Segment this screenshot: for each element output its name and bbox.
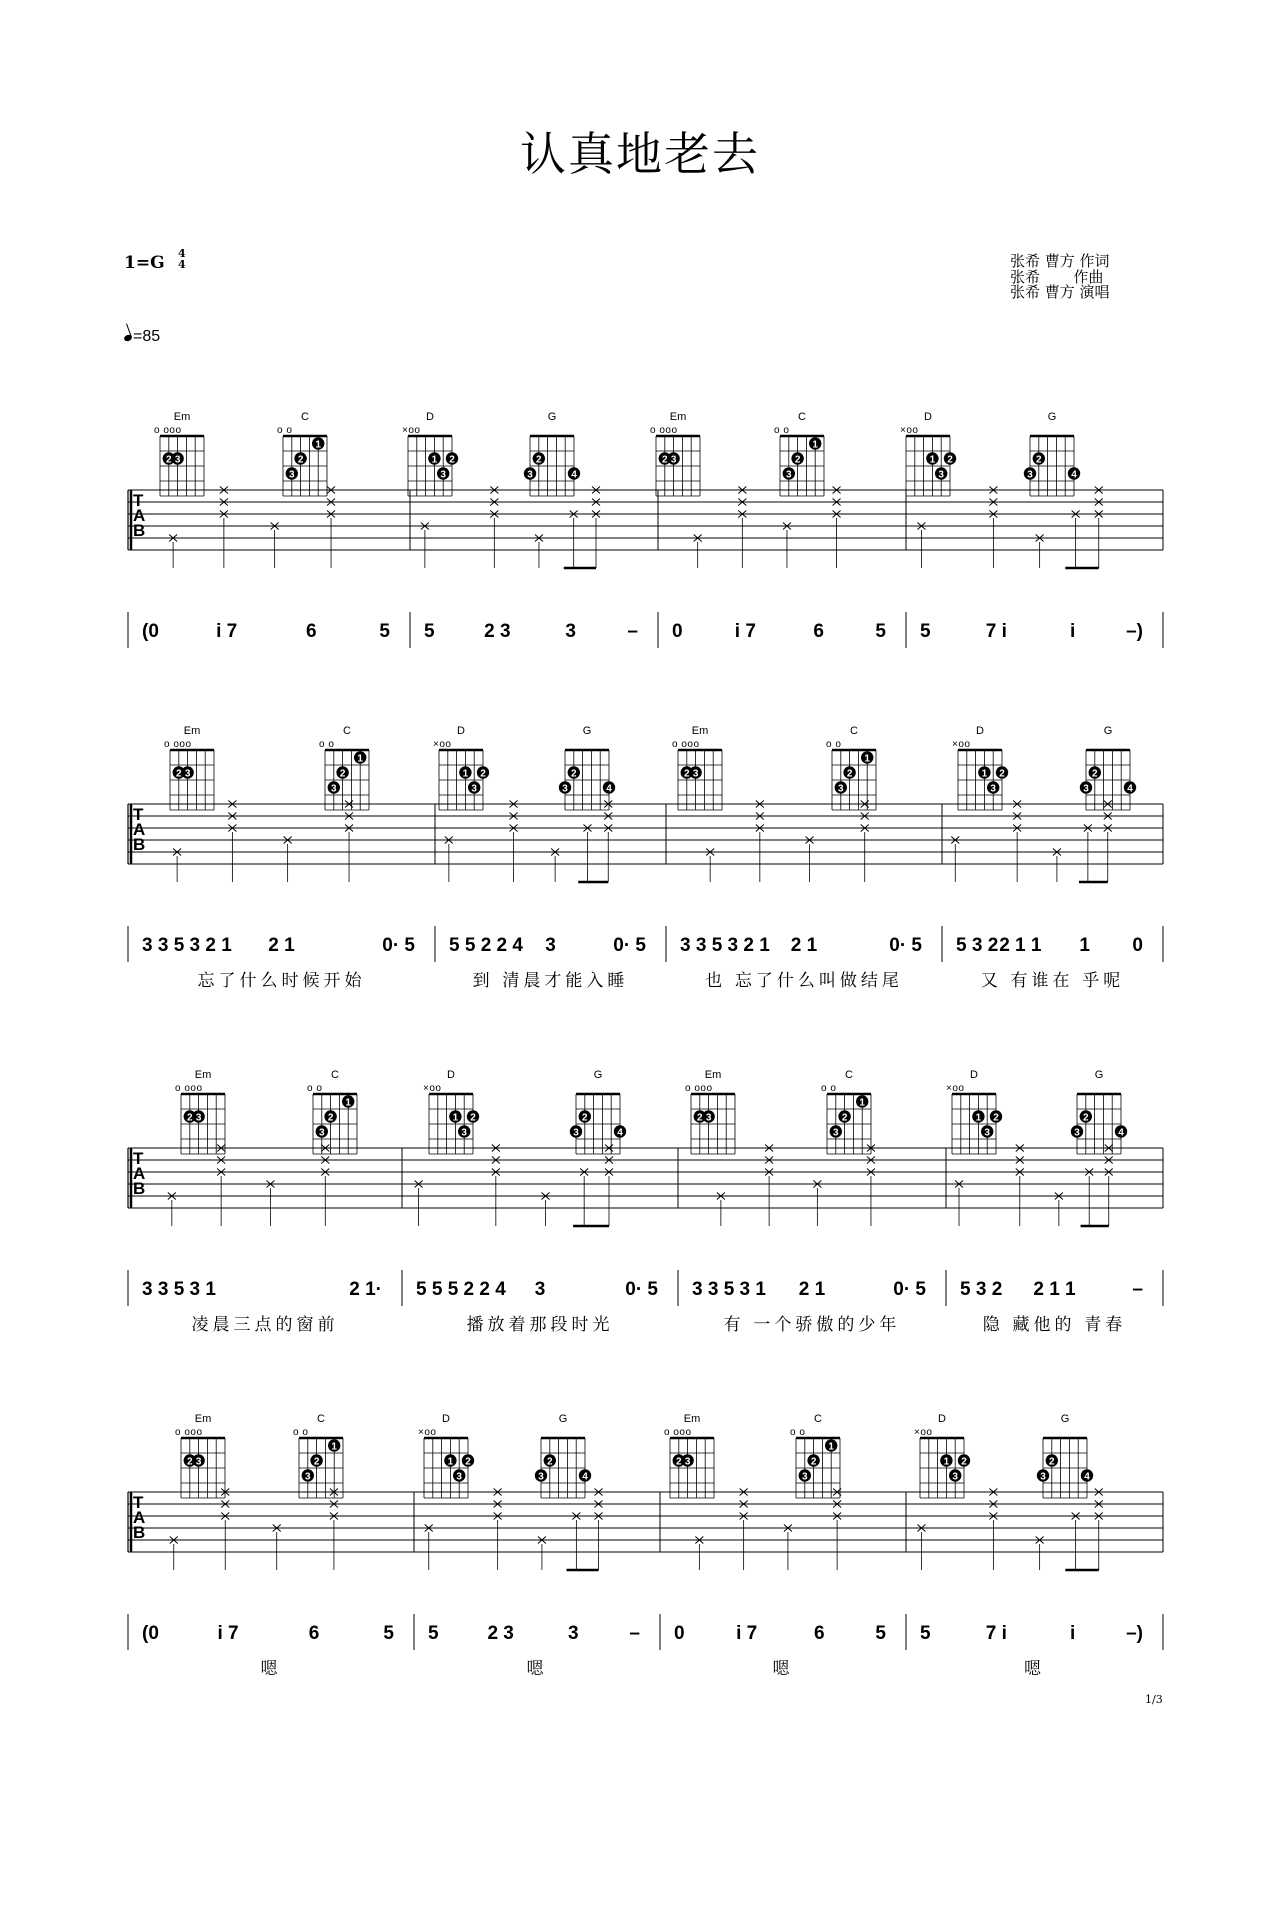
finger-number: 2 <box>1049 1456 1055 1468</box>
notation-group: 3 <box>545 935 556 956</box>
system-3 <box>128 1069 1163 1334</box>
finger-number: 3 <box>802 1471 808 1483</box>
chord-diagram-em <box>685 1069 735 1154</box>
notation-group: 0 <box>1132 935 1143 956</box>
notation-group: 5 3 2 <box>956 935 999 956</box>
chord-diagram-c <box>790 1413 840 1498</box>
finger-number: 1 <box>431 454 438 466</box>
finger-number: 2 <box>297 454 304 466</box>
open-string-markers: o o <box>277 425 293 436</box>
notation-group: 2 3 <box>484 621 511 642</box>
finger-number: 4 <box>606 783 612 795</box>
chord-name: D <box>938 1413 946 1425</box>
finger-number: 3 <box>1040 1471 1046 1483</box>
finger-number: 3 <box>938 469 944 481</box>
open-string-markers: ×oo <box>402 425 421 436</box>
notation-group: – <box>627 621 638 642</box>
notation-group: 5 <box>424 621 435 642</box>
open-string-markers: o o <box>821 1083 837 1094</box>
finger-number: 3 <box>440 469 446 481</box>
finger-number: 2 <box>684 768 690 780</box>
notation-group: i <box>1070 621 1076 642</box>
finger-number: 2 <box>465 1456 471 1468</box>
finger-number: 3 <box>990 783 996 795</box>
finger-number: 1 <box>315 439 321 451</box>
notation-group: –) <box>1126 621 1143 642</box>
finger-number: 3 <box>952 1471 958 1483</box>
tab-label-b: B <box>133 1179 146 1198</box>
chord-diagram-g <box>1080 725 1136 810</box>
finger-number: 2 <box>187 1112 193 1124</box>
notation-group: 0 <box>674 1623 685 1644</box>
lyric-line: 有 一个骄傲的少年 <box>723 1315 901 1334</box>
finger-number: 4 <box>617 1127 623 1139</box>
chord-diagram-g <box>570 1069 626 1154</box>
chord-name: Em <box>669 411 687 423</box>
notation-group: 5 <box>428 1623 439 1644</box>
tab-label-a: A <box>133 1164 146 1183</box>
chord-diagram-d <box>952 725 1008 810</box>
notation-group: i 7 <box>217 1623 239 1644</box>
finger-number: 2 <box>947 454 953 466</box>
notation-group: i 7 <box>216 621 238 642</box>
notation-group: 3 3 5 3 1 <box>142 1279 216 1300</box>
finger-number: 3 <box>184 768 191 780</box>
finger-number: 2 <box>999 768 1005 780</box>
notation-group: 2 3 <box>487 1623 514 1644</box>
chord-diagram-d <box>914 1413 970 1498</box>
finger-number: 2 <box>1083 1112 1089 1124</box>
chord-diagram-em <box>672 725 722 810</box>
chord-name: Em <box>173 411 191 423</box>
open-string-markers: o o <box>826 739 842 750</box>
open-string-markers: ×oo <box>433 739 452 750</box>
chord-diagram-em <box>650 411 700 496</box>
finger-number: 2 <box>313 1456 320 1468</box>
key-signature: 1=G <box>124 253 165 273</box>
notation-group: 3 <box>534 1279 546 1300</box>
chord-diagram-d <box>900 411 956 496</box>
finger-number: 2 <box>810 1456 817 1468</box>
open-string-markers: o o <box>774 425 790 436</box>
notation-group: 2 1 <box>798 1279 826 1300</box>
notation-group: 7 i <box>985 1623 1007 1644</box>
notation-group: –) <box>1126 1623 1143 1644</box>
notation-group: 2 1 1 <box>999 935 1042 956</box>
open-string-markers: ×oo <box>914 1427 933 1438</box>
chord-name: D <box>976 725 984 737</box>
chord-diagram-d <box>402 411 458 496</box>
finger-number: 1 <box>981 768 988 780</box>
finger-number: 3 <box>527 469 533 481</box>
chord-diagram-g <box>524 411 580 496</box>
chord-name: G <box>1103 725 1113 737</box>
notation-group: 0· 5 <box>382 935 415 956</box>
finger-number: 2 <box>846 768 853 780</box>
finger-number: 2 <box>794 454 801 466</box>
open-string-markers: ×oo <box>946 1083 965 1094</box>
chord-name: C <box>343 725 351 737</box>
notation-group: 6 <box>814 1623 825 1644</box>
notation-group: 0· 5 <box>893 1279 926 1300</box>
finger-number: 2 <box>697 1112 703 1124</box>
finger-number: 2 <box>571 768 577 780</box>
chord-name: C <box>798 411 806 423</box>
finger-number: 1 <box>331 1441 337 1453</box>
finger-number: 2 <box>1036 454 1042 466</box>
chord-diagram-em <box>164 725 214 810</box>
chord-diagram-c <box>307 1069 357 1154</box>
finger-number: 3 <box>461 1127 467 1139</box>
finger-number: 2 <box>1092 768 1098 780</box>
chord-name: C <box>845 1069 853 1081</box>
finger-number: 2 <box>166 454 172 466</box>
open-string-markers: ×oo <box>418 1427 437 1438</box>
credit-composer: 张希 作曲 <box>1010 267 1104 286</box>
tab-label-t: T <box>133 491 144 510</box>
notation-group: 3 <box>565 621 576 642</box>
chord-diagram-d <box>946 1069 1002 1154</box>
lyric-line: 又 有谁在 乎呢 <box>980 971 1125 990</box>
finger-number: 1 <box>812 439 818 451</box>
finger-number: 4 <box>1118 1127 1124 1139</box>
credit-lyricist: 张希 曹方 作词 <box>1010 252 1110 270</box>
system-1 <box>128 411 1163 648</box>
chord-name: G <box>1047 411 1057 423</box>
tab-label-a: A <box>133 506 146 525</box>
finger-number: 3 <box>684 1456 691 1468</box>
credit-performer: 张希 曹方 演唱 <box>1010 283 1110 301</box>
chord-diagram-c <box>293 1413 343 1498</box>
tab-label-t: T <box>133 805 144 824</box>
finger-number: 2 <box>449 454 455 466</box>
finger-number: 1 <box>357 753 363 765</box>
chord-name: D <box>457 725 465 737</box>
finger-number: 1 <box>462 768 469 780</box>
chord-diagram-g <box>1024 411 1080 496</box>
lyric-line: 嗯 <box>1024 1659 1045 1678</box>
chord-name: G <box>1060 1413 1070 1425</box>
tab-label-a: A <box>133 820 146 839</box>
open-string-markers: o ooo <box>175 1427 203 1438</box>
chord-name: D <box>970 1069 978 1081</box>
chord-diagram-g <box>1071 1069 1127 1154</box>
open-string-markers: o ooo <box>672 739 700 750</box>
lyric-line: 嗯 <box>526 1659 548 1678</box>
chord-name: C <box>317 1413 325 1425</box>
chord-name: Em <box>183 725 201 737</box>
notation-group: 5 <box>920 1623 931 1644</box>
notation-group: 5 <box>383 1623 394 1644</box>
finger-number: 2 <box>676 1456 682 1468</box>
lyric-line: 嗯 <box>260 1659 282 1678</box>
finger-number: 3 <box>456 1471 462 1483</box>
finger-number: 4 <box>1071 469 1077 481</box>
chord-name: G <box>1094 1069 1104 1081</box>
chord-name: D <box>426 411 434 423</box>
chord-name: C <box>850 725 858 737</box>
chord-diagram-c <box>277 411 327 496</box>
page-number: 1/3 <box>1145 1693 1163 1706</box>
finger-number: 1 <box>452 1112 459 1124</box>
notation-group: 6 <box>308 1623 320 1644</box>
tab-label-b: B <box>133 835 146 854</box>
finger-number: 3 <box>1074 1127 1080 1139</box>
chord-name: Em <box>691 725 709 737</box>
notation-group: 0 <box>672 621 683 642</box>
finger-number: 3 <box>838 783 844 795</box>
notation-group: (0 <box>142 621 159 642</box>
finger-number: 3 <box>305 1471 311 1483</box>
notation-group: 5 3 2 <box>960 1279 1003 1300</box>
chord-diagram-g <box>559 725 615 810</box>
finger-number: 1 <box>929 454 936 466</box>
chord-diagram-d <box>433 725 489 810</box>
chord-name: C <box>814 1413 822 1425</box>
open-string-markers: o ooo <box>685 1083 713 1094</box>
notation-group: (0 <box>142 1623 159 1644</box>
finger-number: 2 <box>187 1456 193 1468</box>
finger-number: 3 <box>538 1471 544 1483</box>
open-string-markers: o ooo <box>650 425 678 436</box>
song-title: 认真地老去 <box>520 127 760 181</box>
chord-diagram-c <box>821 1069 871 1154</box>
finger-number: 3 <box>1027 469 1033 481</box>
finger-number: 4 <box>582 1471 588 1483</box>
finger-number: 3 <box>786 469 792 481</box>
finger-number: 1 <box>447 1456 454 1468</box>
notation-group: i 7 <box>736 1623 758 1644</box>
chord-diagram-d <box>423 1069 479 1154</box>
finger-number: 3 <box>573 1127 579 1139</box>
chord-name: D <box>447 1069 455 1081</box>
finger-number: 3 <box>1083 783 1089 795</box>
finger-number: 3 <box>319 1127 325 1139</box>
finger-number: 3 <box>670 454 677 466</box>
notation-group: 0· 5 <box>625 1279 658 1300</box>
finger-number: 2 <box>961 1456 967 1468</box>
finger-number: 1 <box>345 1097 351 1109</box>
system-2 <box>128 725 1163 990</box>
finger-number: 3 <box>562 783 568 795</box>
finger-number: 2 <box>662 454 668 466</box>
chord-name: G <box>582 725 592 737</box>
chord-name: Em <box>704 1069 722 1081</box>
notation-group: i <box>1070 1623 1076 1644</box>
tempo-value: =85 <box>133 328 161 345</box>
notation-group: 2 1 1 <box>1033 1279 1076 1300</box>
chord-diagram-g <box>1037 1413 1093 1498</box>
open-string-markers: o ooo <box>664 1427 692 1438</box>
chord-name: G <box>547 411 557 423</box>
finger-number: 3 <box>984 1127 990 1139</box>
lyric-line: 嗯 <box>772 1659 794 1678</box>
finger-number: 1 <box>859 1097 865 1109</box>
time-signature-bottom: 4 <box>178 258 186 271</box>
notation-group: i 7 <box>734 621 756 642</box>
tab-label-b: B <box>133 1523 146 1542</box>
notation-group: 2 1· <box>349 1279 382 1300</box>
notation-group: 3 3 5 3 1 <box>692 1279 766 1300</box>
chord-name: C <box>331 1069 339 1081</box>
finger-number: 2 <box>339 768 346 780</box>
open-string-markers: o ooo <box>175 1083 203 1094</box>
notation-group: 1 <box>1079 935 1090 956</box>
notation-group: 6 <box>306 621 317 642</box>
open-string-markers: ×oo <box>423 1083 442 1094</box>
lyric-line: 忘了什么时候开始 <box>197 971 366 990</box>
tab-label-b: B <box>133 521 146 540</box>
finger-number: 1 <box>943 1456 950 1468</box>
open-string-markers: o ooo <box>154 425 182 436</box>
notation-group: 6 <box>813 621 824 642</box>
notation-group: 5 <box>379 621 390 642</box>
chord-name: G <box>593 1069 603 1081</box>
finger-number: 2 <box>841 1112 848 1124</box>
finger-number: 4 <box>1127 783 1133 795</box>
finger-number: 2 <box>547 1456 553 1468</box>
lyric-line: 隐 藏他的 青春 <box>982 1315 1127 1334</box>
finger-number: 1 <box>975 1112 982 1124</box>
time-signature-top: 4 <box>178 247 186 260</box>
notation-group: 7 i <box>985 621 1007 642</box>
finger-number: 2 <box>480 768 486 780</box>
chord-diagram-d <box>418 1413 474 1498</box>
chord-name: C <box>301 411 309 423</box>
open-string-markers: o o <box>319 739 335 750</box>
notation-group: 5 5 2 2 4 <box>449 935 523 956</box>
open-string-markers: o o <box>307 1083 323 1094</box>
lyric-line: 也 忘了什么叫做结尾 <box>705 971 903 990</box>
finger-number: 2 <box>582 1112 588 1124</box>
finger-number: 3 <box>195 1112 202 1124</box>
tab-label-t: T <box>133 1493 144 1512</box>
chord-name: Em <box>683 1413 701 1425</box>
finger-number: 2 <box>176 768 182 780</box>
open-string-markers: o ooo <box>164 739 192 750</box>
notation-group: 5 <box>875 1623 886 1644</box>
notation-group: – <box>1132 1279 1143 1300</box>
finger-number: 4 <box>571 469 577 481</box>
notation-group: 5 <box>875 621 886 642</box>
notation-group: 3 3 5 3 2 1 <box>680 935 770 956</box>
tab-label-a: A <box>133 1508 146 1527</box>
lyric-line: 凌晨三点的窗前 <box>191 1315 339 1334</box>
finger-number: 2 <box>536 454 542 466</box>
finger-number: 3 <box>833 1127 839 1139</box>
open-string-markers: ×oo <box>900 425 919 436</box>
finger-number: 2 <box>327 1112 334 1124</box>
finger-number: 1 <box>864 753 870 765</box>
finger-number: 3 <box>692 768 699 780</box>
chord-diagram-em <box>664 1413 714 1498</box>
finger-number: 4 <box>1084 1471 1090 1483</box>
lyric-line: 到 清晨才能入睡 <box>472 971 629 990</box>
finger-number: 3 <box>705 1112 712 1124</box>
chord-diagram-em <box>154 411 204 496</box>
chord-name: Em <box>194 1069 212 1081</box>
notation-group: 5 5 5 2 2 4 <box>416 1279 506 1300</box>
notation-group: 5 <box>920 621 931 642</box>
notation-group: 2 1 <box>790 935 818 956</box>
finger-number: 1 <box>828 1441 834 1453</box>
chord-diagram-c <box>774 411 824 496</box>
notation-group: 0· 5 <box>613 935 646 956</box>
finger-number: 3 <box>471 783 477 795</box>
open-string-markers: o o <box>293 1427 309 1438</box>
finger-number: 3 <box>195 1456 202 1468</box>
lyric-line: 播放着那段时光 <box>466 1315 614 1334</box>
notation-group: – <box>629 1623 640 1644</box>
finger-number: 3 <box>174 454 181 466</box>
chord-diagram-c <box>826 725 876 810</box>
finger-number: 3 <box>289 469 295 481</box>
chord-diagram-c <box>319 725 369 810</box>
chord-name: G <box>558 1413 568 1425</box>
chord-diagram-g <box>535 1413 591 1498</box>
system-4 <box>128 1413 1163 1678</box>
notation-group: 3 <box>568 1623 579 1644</box>
chord-name: D <box>442 1413 450 1425</box>
notation-group: 3 3 5 3 2 1 <box>142 935 232 956</box>
finger-number: 3 <box>331 783 337 795</box>
chord-diagram-em <box>175 1069 225 1154</box>
chord-diagram-em <box>175 1413 225 1498</box>
finger-number: 2 <box>993 1112 999 1124</box>
chord-name: Em <box>194 1413 212 1425</box>
finger-number: 2 <box>470 1112 476 1124</box>
open-string-markers: ×oo <box>952 739 971 750</box>
chord-name: D <box>924 411 932 423</box>
open-string-markers: o o <box>790 1427 806 1438</box>
notation-group: 0· 5 <box>889 935 922 956</box>
tab-label-t: T <box>133 1149 144 1168</box>
notation-group: 2 1 <box>268 935 295 956</box>
